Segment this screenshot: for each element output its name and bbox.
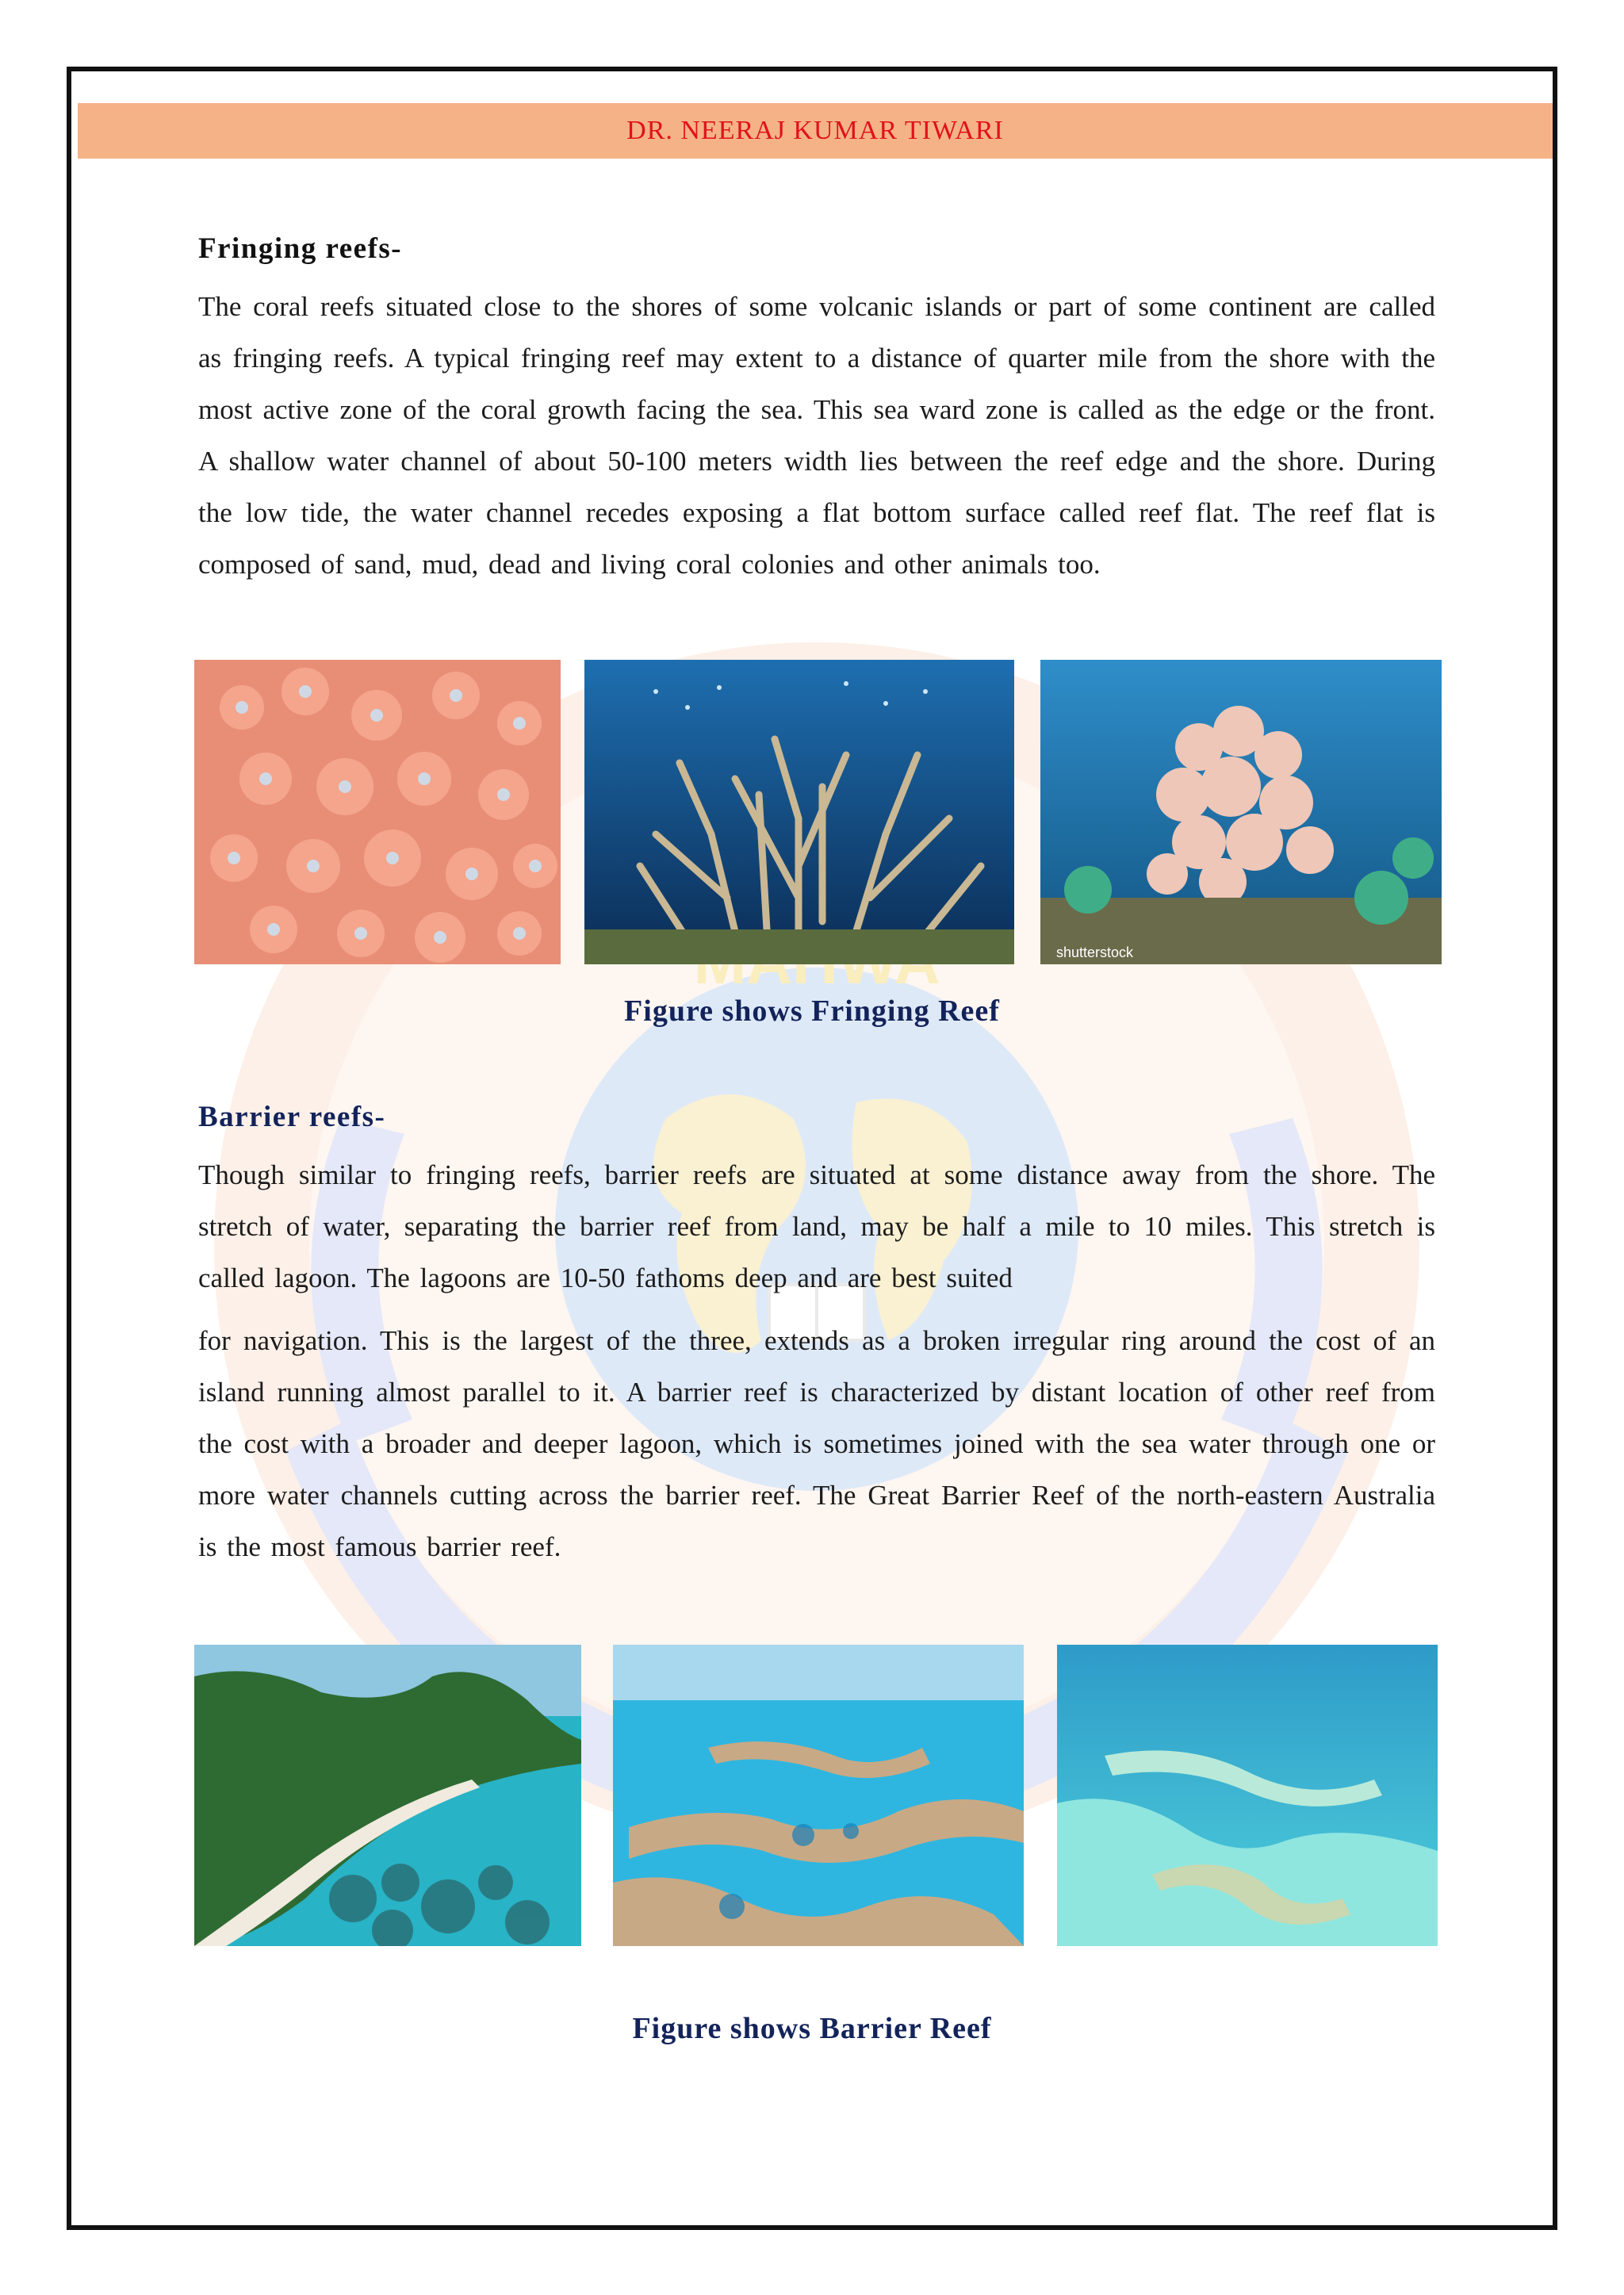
barrier-heading: Barrier reefs- [198, 1101, 386, 1133]
author-name: DR. NEERAJ KUMAR TIWARI [626, 116, 1004, 145]
fringing-image-3 [1040, 660, 1442, 964]
barrier-image-1 [194, 1645, 581, 1946]
barrier-paragraph-2: for navigation. This is the largest of the three, extends as a broken irregular ring around the cost of an island running almost parallel to it. A barrier reef is characterized by distant location of other reef from the cost with a broader and deeper lagoon, which is sometimes joined with the sea water through one or more water channels cutting across the barrier reef. The Great Barrier Reef of the north-eastern Australia is the most famous barrier reef. [198, 1325, 1435, 1562]
fringing-section [198, 228, 1435, 590]
coral-branching-image [584, 660, 1014, 964]
coral-pink-image [194, 660, 561, 964]
barrier-caption: Figure shows Barrier Reef [632, 2012, 992, 2045]
fringing-image-2 [584, 660, 1014, 964]
barrier-image-2 [613, 1645, 1024, 1946]
coral-white-image [1040, 660, 1442, 964]
reef-aerial-image [613, 1645, 1024, 1946]
barrier-section [198, 1097, 1435, 1573]
lagoon-aerial-image [1057, 1645, 1438, 1946]
fringing-image-1 [194, 660, 561, 964]
fringing-caption: Figure shows Fringing Reef [624, 994, 1000, 1028]
barrier-image-3 [1057, 1645, 1438, 1946]
header-bar [78, 103, 1553, 159]
image-watermark-text: shutterstock [1056, 944, 1134, 960]
fringing-heading: Fringing reefs- [198, 232, 403, 265]
fringing-paragraph: The coral reefs situated close to the shores of some volcanic islands or part of some continent are called as fringing reefs. A typical fringing reef may extent to a distance of quarter mile from the shore with the most active zone of the coral growth facing the sea. This sea ward zone is called as the edge or the front. A shallow water channel of about 50-100 meters width lies between the reef edge and the shore. During the low tide, the water channel recedes exposing a flat bottom surface called reef flat. The reef flat is composed of sand, mud, dead and living coral colonies and other animals too. [198, 291, 1435, 580]
coastline-aerial-image [194, 1645, 581, 1946]
barrier-paragraph-1: Though similar to fringing reefs, barrier reefs are situated at some distance away from the shore. The stretch of water, separating the barrier reef from land, may be half a mile to 10 miles. This stretch is called lagoon. The lagoons are 10-50 fathoms deep and are best suited [198, 1159, 1435, 1293]
